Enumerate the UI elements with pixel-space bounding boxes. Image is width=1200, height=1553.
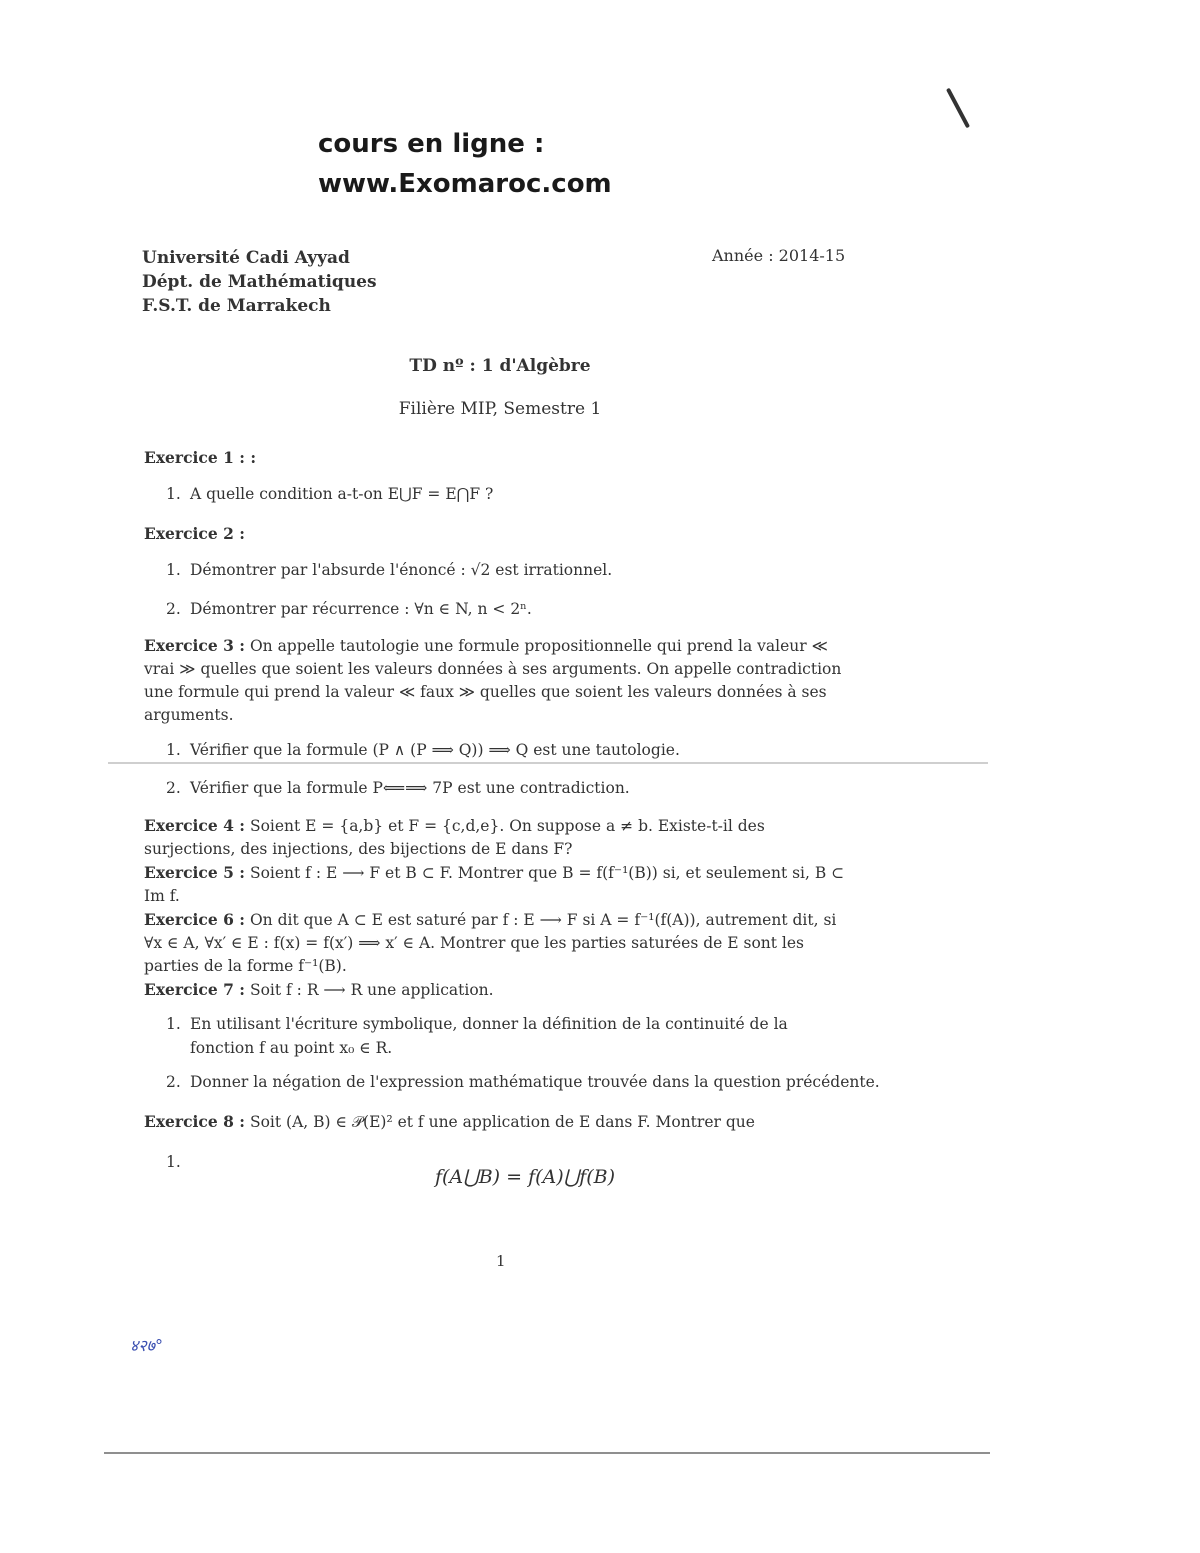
exercise-6: Exercice 6 : On dit que A ⊂ E est saturé par f : E ⟶ F si A = f⁻¹(f(A)), autrement dit, si ∀x ∈ A, ∀x′ ∈ E : f(x) = f(x′) ⟹ x′ ∈ A. Montrer que les parties saturées de E sont les parties de la forme f⁻¹(B). [144,910,837,975]
exercise-8-item-1: 1. [166,1153,181,1171]
exercises-4-to-7 [144,814,856,1002]
exercise-1-item-1: 1. A quelle condition a-t-on E⋃F = E⋂F ? [166,485,494,503]
page-title: TD nº : 1 d'Algèbre [409,356,591,376]
page-number: 1 [496,1252,506,1270]
department-name: Dépt. de Mathématiques [142,272,377,292]
university-name: Université Cadi Ayyad [142,248,350,268]
scan-line [108,762,988,764]
school-name: F.S.T. de Marrakech [142,296,331,316]
exercise-4: Exercice 4 : Soient E = {a,b} et F = {c,d,e}. On suppose a ≠ b. Existe-t-il des surjections, des injections, des bijections de E dans F? [144,816,765,858]
exercise-8: Exercice 8 : Soit (A, B) ∈ 𝒫(E)² et f une application de E dans F. Montrer que [144,1112,755,1131]
scan-edge-line [104,1452,990,1454]
exercise-7-item-2: 2. Donner la négation de l'expression mathématique trouvée dans la question précédente. [166,1073,880,1091]
institution-header [142,246,377,318]
exercise-3: Exercice 3 : On appelle tautologie une formule propositionnelle qui prend la valeur ≪ vrai ≫ quelles que soient les valeurs données à ses arguments. On appelle contradiction une formule qui prend la valeur ≪ faux ≫ quelles que soient les valeurs données à ses arguments. [144,636,842,724]
exercise-7-item-1: 1. En utilisant l'écriture symbolique, donner la définition de la continuité de la fonction f au point x₀ ∈ R. [166,1015,788,1057]
watermark-line1: cours en ligne : [318,129,545,159]
exercise-3-item-1: 1. Vérifier que la formule (P ∧ (P ⟹ Q)) ⟹ Q est une tautologie. [166,741,680,759]
exercise-2-item-2: 2. Démontrer par récurrence : ∀n ∈ N, n < 2ⁿ. [166,600,532,618]
exercise-2-item-1: 1. Démontrer par l'absurde l'énoncé : √2 est irrationnel. [166,561,613,579]
page-subtitle: Filière MIP, Semestre 1 [398,399,602,419]
exercise-1-label: Exercice 1 : : [144,448,257,467]
handwritten-note: ४२७° [130,1336,163,1355]
academic-year: Année : 2014-15 [712,246,846,265]
exercise-5: Exercice 5 : Soient f : E ⟶ F et B ⊂ F. Montrer que B = f(f⁻¹(B)) si, et seulement si, B ⊂ Im f. [144,863,845,905]
watermark [318,124,612,204]
exercise-2-label: Exercice 2 : [144,524,246,543]
exercise-3-item-2: 2. Vérifier que la formule P⟸⟹ 7P est une contradiction. [166,779,630,797]
watermark-link[interactable]: www.Exomaroc.com [318,169,612,199]
exercise-8-formula: f(A⋃B) = f(A)⋃f(B) [434,1166,616,1188]
exercise-7: Exercice 7 : Soit f : R ⟶ R une application. [144,980,494,999]
scan-mark [946,88,970,129]
